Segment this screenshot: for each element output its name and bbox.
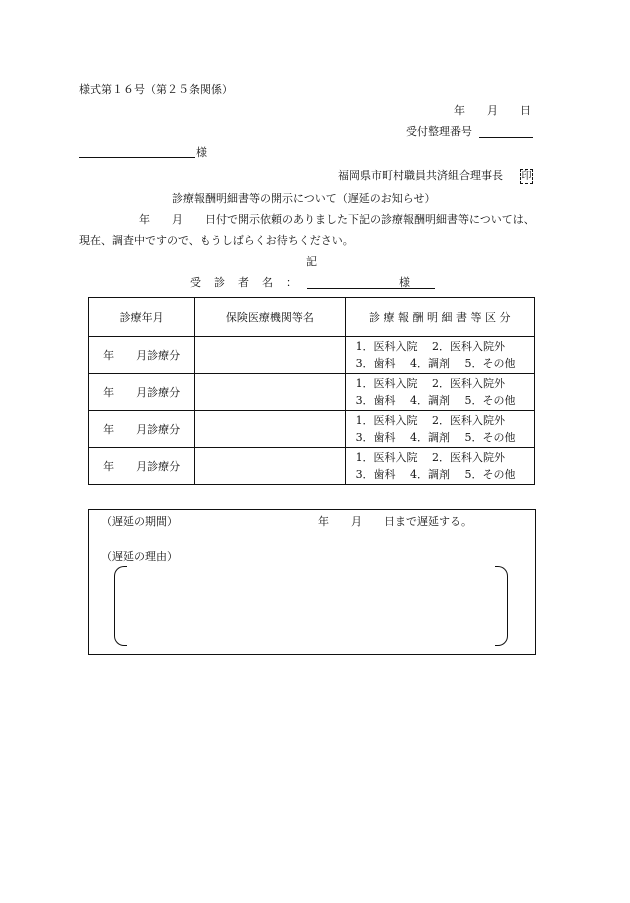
category-cell <box>345 374 534 411</box>
patient-label: 受 診 者 名 ： <box>190 276 298 289</box>
body-line-1: 年 月 日付で開示依頼のありました下記の診療報酬明細書等については、 <box>139 213 535 226</box>
header-period: 診療年月 <box>89 298 195 337</box>
table-header-row <box>89 298 535 337</box>
category-line: 3．歯科 4．調剤 5．その他 <box>355 431 516 444</box>
table-row <box>89 411 535 448</box>
period-cell: 年 月診療分 <box>89 337 195 374</box>
delay-reason-label: （遅延の理由） <box>101 550 178 563</box>
category-cell <box>345 337 534 374</box>
reason-bracket-left <box>114 566 127 646</box>
table-row <box>89 448 535 485</box>
delay-period-value: 年 月 日まで遅延する。 <box>318 515 472 528</box>
form-number: 様式第１６号（第２５条関係） <box>79 83 233 96</box>
category-line: 1．医科入院 2．医科入院外 <box>355 340 506 353</box>
delay-reason-field[interactable] <box>128 570 492 642</box>
period-cell: 年 月診療分 <box>89 374 195 411</box>
category-line: 1．医科入院 2．医科入院外 <box>355 451 506 464</box>
receipt-number-field[interactable] <box>479 137 533 138</box>
date-line: 年 月 日 <box>454 104 531 117</box>
issuer-name: 福岡県市町村職員共済組合理事長 <box>338 169 503 182</box>
header-institution: 保険医療機関等名 <box>195 298 345 337</box>
delay-period-label: （遅延の期間） <box>101 515 178 528</box>
category-cell <box>345 411 534 448</box>
patient-name-field[interactable] <box>307 288 435 289</box>
category-line: 1．医科入院 2．医科入院外 <box>355 377 506 390</box>
seal-mark <box>520 169 533 184</box>
addressee-suffix: 様 <box>196 146 207 159</box>
document-title: 診療報酬明細書等の開示について（遅延のお知らせ） <box>172 192 436 205</box>
category-cell <box>345 448 534 485</box>
seal-char: 印 <box>521 171 532 182</box>
header-category: 診 療 報 酬 明 細 書 等 区 分 <box>345 298 534 337</box>
body-line-2: 現在、調査中ですので、もうしばらくお待ちください。 <box>79 234 354 247</box>
table-row <box>89 374 535 411</box>
institution-cell[interactable] <box>195 448 345 485</box>
institution-cell[interactable] <box>195 337 345 374</box>
category-line: 1．医科入院 2．医科入院外 <box>355 414 506 427</box>
receipt-number-label: 受付整理番号 <box>406 125 472 138</box>
category-line: 3．歯科 4．調剤 5．その他 <box>355 468 516 481</box>
table-row <box>89 337 535 374</box>
category-line: 3．歯科 4．調剤 5．その他 <box>355 357 516 370</box>
category-line: 3．歯科 4．調剤 5．その他 <box>355 394 516 407</box>
ki-heading: 記 <box>306 255 317 268</box>
reason-bracket-right <box>495 566 508 646</box>
addressee-field[interactable] <box>79 157 195 158</box>
institution-cell[interactable] <box>195 374 345 411</box>
institution-cell[interactable] <box>195 411 345 448</box>
period-cell: 年 月診療分 <box>89 411 195 448</box>
statement-table <box>88 297 535 485</box>
period-cell: 年 月診療分 <box>89 448 195 485</box>
patient-suffix: 様 <box>399 276 410 289</box>
